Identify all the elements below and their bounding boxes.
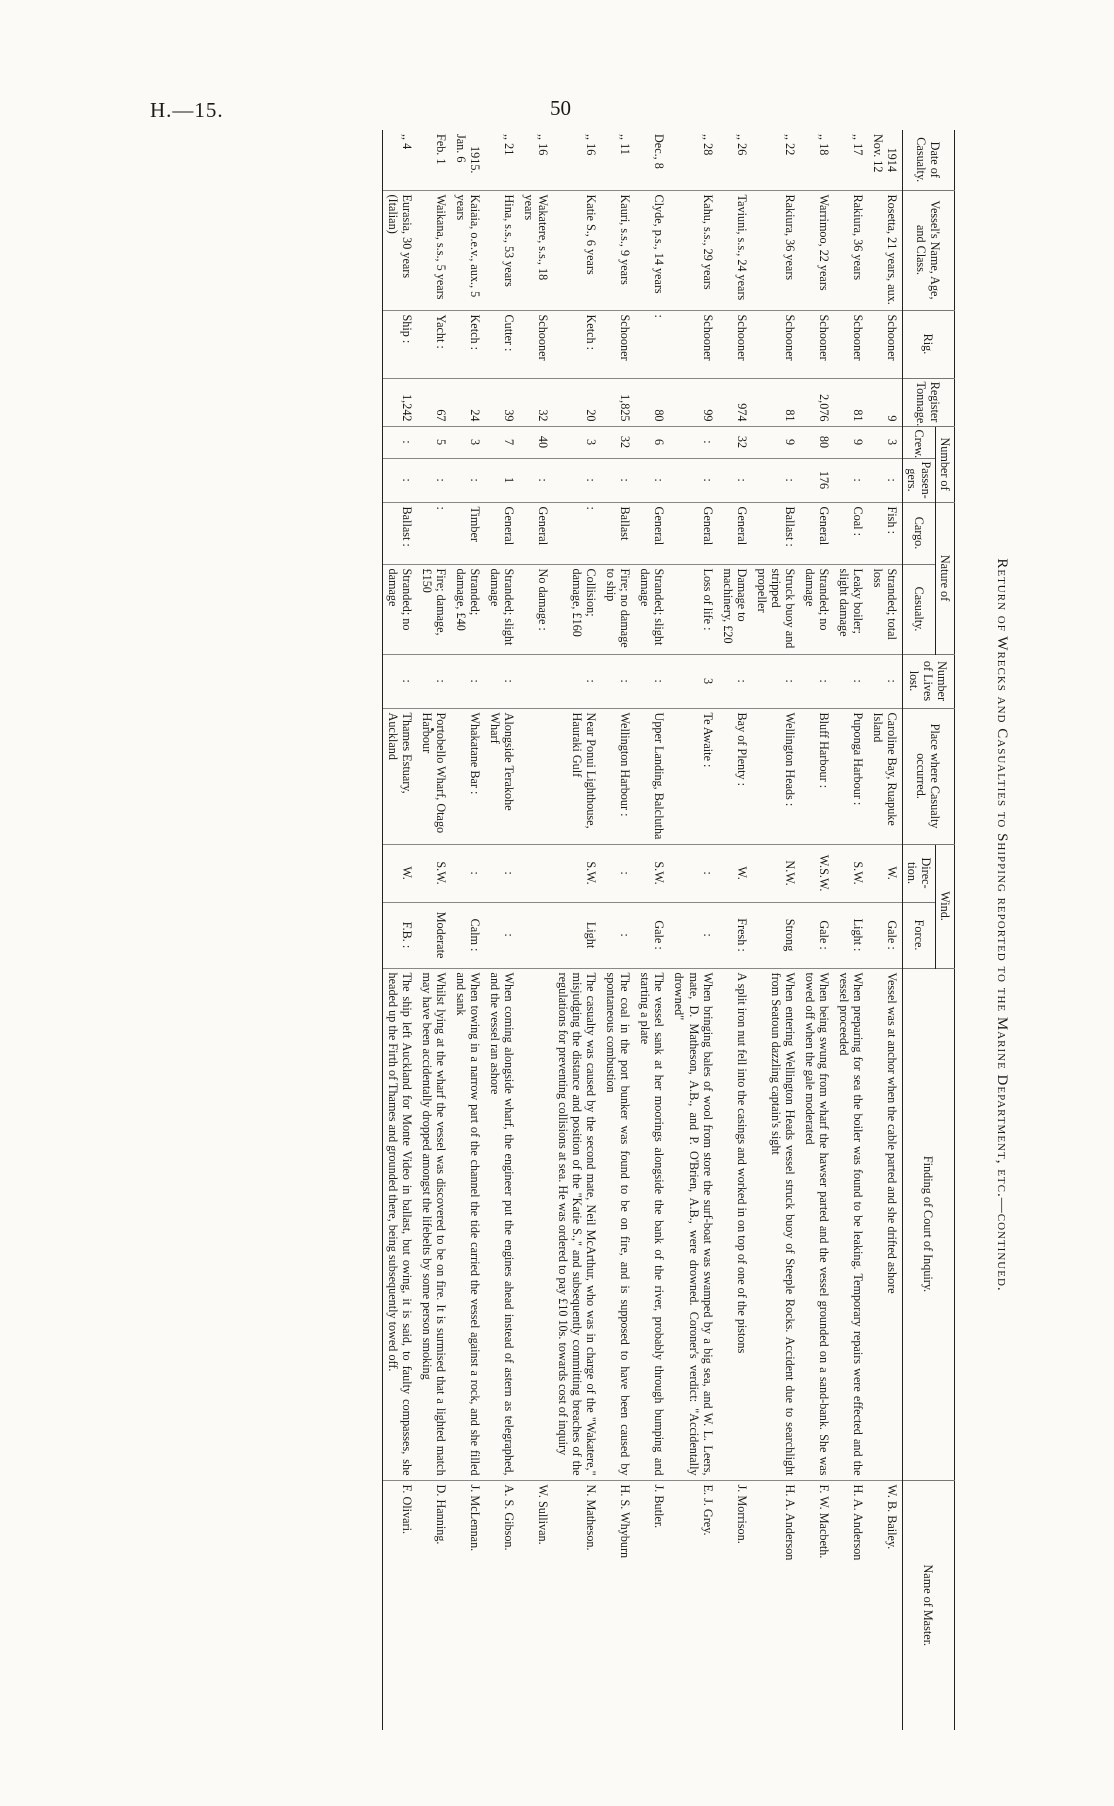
finding-cell [519,968,553,1480]
casualty-cell: Struck buoy and stripped propeller [752,564,800,654]
cargo-cell: General [519,502,553,564]
master-cell: H. A. Anderson [782,1484,797,1561]
crew-cell: 6 [635,426,669,458]
master-cell: J. Morrison. [734,1484,749,1544]
passengers-cell: : [451,458,485,502]
header-cargo: Cargo. [902,502,935,564]
tonnage-cell: 1,825 [601,378,635,426]
header-crew: Crew. [902,426,935,458]
crew-cell: 3 [868,426,903,458]
crew-cell: 32 [718,426,752,458]
table-row [553,130,601,1730]
master-cell: H. S. Whyburn [618,1484,633,1559]
cargo-cell: Timber [451,502,485,564]
passengers-cell: : [834,458,868,502]
date-label: ,, 11 [618,134,633,155]
wind-force-cell: Gale : [635,902,669,968]
header-direction: Direc-tion. [902,844,935,902]
rig-cell: : [635,310,669,378]
wind-force-cell: : [669,902,717,968]
wind-direction-cell: W. [718,844,752,902]
date-label: ,, 21 [502,134,517,156]
date-cell [601,130,635,190]
crew-cell: 3 [553,426,601,458]
date-cell [485,130,519,190]
date-cell [417,130,451,190]
cargo-cell: Fish : [868,502,903,564]
rig-cell: Schooner [601,310,635,378]
header-place: Place where Casualty occurred. [902,708,954,844]
passengers-cell: : [635,458,669,502]
date-label: ,, 28 [700,134,715,156]
master-cell: D. Hanning. [434,1484,449,1545]
header-date: Date of Casualty. [902,130,954,190]
passengers-cell: : [868,458,903,502]
place-cell: Thames Estuary, Auckland [382,708,417,844]
vessel-cell: Wakatere, s.s., 18 years [519,190,553,310]
rig-cell: Ketch : [451,310,485,378]
header-force: Force. [902,902,935,968]
table-row [718,130,752,1730]
wind-force-cell: : [601,902,635,968]
wind-force-cell: Light : [834,902,868,968]
master-cell: F. Olivari. [382,1480,417,1730]
casualty-table-body [382,130,902,1730]
vessel-cell: Rakiura, 36 years [834,190,868,310]
header-master: Name of Master. [902,1480,954,1730]
finding-cell: When bringing bales of wool from store the surf-boat was swamped by a big sea, and W. L. Leers, mate, D. Matheson, A.B., and P. O'Brien, A.B., were drowned. Coroner's verdict: "Accidentally drowned" [669,968,717,1480]
wind-force-cell: Light [553,902,601,968]
table-row [382,130,417,1730]
passengers-cell: : [669,458,717,502]
lives-lost-cell: : [635,654,669,708]
wind-direction-cell: W.S.W. [800,844,834,902]
year-label: 1915. [468,146,483,174]
rig-cell: Cutter : [485,310,519,378]
vessel-cell: Katie S., 6 years [553,190,601,310]
crew-cell: 32 [601,426,635,458]
wind-force-cell: Calm : [451,902,485,968]
crew-cell: 9 [834,426,868,458]
cargo-cell: General [718,502,752,564]
vessel-cell: Hina, s.s., 53 years [485,190,519,310]
place-cell: Near Ponui Lighthouse, Hauraki Gulf [553,708,601,844]
lives-lost-cell: : [382,654,417,708]
place-cell [519,708,553,844]
date-label: Feb. 1 [434,134,449,165]
cargo-cell: General [485,502,519,564]
vessel-cell: Rosetta, 21 years, aux. [868,190,903,310]
finding-cell: The casualty was caused by the second mate, Neil McArthur, who was in charge of the "Wakatere," misjudging the distance and position of the "Katie S.," and subsequently committing breaches of the regulations for preventing collisions at sea. He was ordered to pay £10 10s. towards cost of inquiry [553,968,601,1480]
header-casualty: Casualty. [902,564,935,654]
table-row [800,130,834,1730]
date-cell [635,130,669,190]
wind-direction-cell: S.W. [553,844,601,902]
place-cell: Alongside Terakohe Wharf [485,708,519,844]
rig-cell: Schooner [752,310,800,378]
date-label: ,, 22 [782,134,797,156]
wind-direction-cell: N.W. [752,844,800,902]
tonnage-cell: 32 [519,378,553,426]
place-cell: Bluff Harbour : [800,708,834,844]
header-rig: Rig. [902,310,954,378]
header-finding: Finding of Court of Inquiry. [902,968,954,1480]
cargo-cell: General [800,502,834,564]
place-cell: Caroline Bay, Ruapuke Island [868,708,903,844]
date-cell [752,130,800,190]
tonnage-cell: 67 [417,378,451,426]
cargo-cell: General [635,502,669,564]
wind-force-cell: : [485,902,519,968]
passengers-cell: : [519,458,553,502]
wind-direction-cell: : [669,844,717,902]
wind-direction-cell: W. [868,844,903,902]
year-label: 1914 [884,147,899,172]
master-cell: W. Sullivan. [536,1484,551,1545]
table-row [601,130,635,1730]
rig-cell: Schooner [800,310,834,378]
wind-direction-cell: S.W. [834,844,868,902]
header-wind: Wind. [935,844,954,968]
finding-cell: The ship left Auckland for Monte Video in ballast, but owing, it is said, to faulty compasses, she headed up the Firth of Thames and grounded there, being subsequently towed off. [382,968,417,1480]
table-title: Return of Wrecks and Casualties to Shipping reported to the Marine Department, etc.—continued. [994,558,1010,1292]
casualty-cell: Stranded; no damage [382,564,417,654]
crew-cell: 7 [485,426,519,458]
date-cell [451,130,485,190]
table-row [635,130,669,1730]
tonnage-cell: 24 [451,378,485,426]
wind-direction-cell: S.W. [417,844,451,902]
table-row [669,130,717,1730]
place-cell: Upper Landing, Balclutha [635,708,669,844]
date-label: Jan. 6 [454,134,469,163]
wind-direction-cell: : [485,844,519,902]
lives-lost-cell: : [752,654,800,708]
casualty-cell: Stranded; no damage [800,564,834,654]
date-cell [868,130,903,190]
rig-cell: Schooner [669,310,717,378]
cargo-cell: Ballast : [382,502,417,564]
place-cell: Te Awaite : [669,708,717,844]
wind-force-cell: F.B. : [382,902,417,968]
place-cell: Puponga Harbour : [834,708,868,844]
tonnage-cell: 2,076 [800,378,834,426]
tonnage-cell: 974 [718,378,752,426]
crew-cell: 5 [417,426,451,458]
passengers-cell: : [417,458,451,502]
finding-cell: Vessel was at anchor when the cable parted and she drifted ashore [868,968,903,1480]
master-cell: W. B. Bailey. [884,1484,899,1550]
vessel-cell: Waikana, s.s., 5 years [417,190,451,310]
passengers-cell: : [601,458,635,502]
vessel-cell: Kaiaia, o.e.v., aux., 5 years [451,190,485,310]
master-cell: F. W. Macbeth. [816,1484,831,1559]
casualty-cell: Collision; damage, £160 [553,564,601,654]
table-row [485,130,519,1730]
finding-cell: The vessel sank at her moorings alongside the bank of the river, probably through bumping and starting a plate [635,968,669,1480]
place-cell: Portobello Wharf, Otago Harbour [417,708,451,844]
rig-cell: Schooner [718,310,752,378]
place-cell: Whakatane Bar : [451,708,485,844]
lives-lost-cell: : [485,654,519,708]
date-cell [669,130,717,190]
cargo-cell: : [417,502,451,564]
finding-cell: Whilst lying at the wharf the vessel was discovered to be on fire. It is surmised that a lighted match may have been accidentally dropped amongst the lifebelts by some person smoking [417,968,451,1480]
lives-lost-cell: : [417,654,451,708]
header-passengers: Passen-gers. [902,458,935,502]
date-cell [834,130,868,190]
rig-cell: Schooner [834,310,868,378]
passengers-cell: 1 [485,458,519,502]
finding-cell: When preparing for sea the boiler was found to be leaking. Temporary repairs were effected and the vessel proceeded [834,968,868,1480]
vessel-cell: Kahu, s.s., 29 years [669,190,717,310]
cargo-cell: Ballast : [752,502,800,564]
wind-direction-cell: W. [382,844,417,902]
master-cell: A. S. Gibson. [502,1484,517,1551]
vessel-cell: Eurasia, 30 years (Italian) [382,190,417,310]
wind-force-cell: Gale : [868,902,903,968]
table-row [417,130,451,1730]
date-cell [382,130,417,190]
wind-force-cell: Fresh : [718,902,752,968]
lives-lost-cell: : [601,654,635,708]
casualty-cell: No damage : [519,564,553,654]
rig-cell: Schooner [868,310,903,378]
date-cell [519,130,553,190]
place-cell: Bay of Plenty : [718,708,752,844]
rig-cell: Ketch : [553,310,601,378]
wind-force-cell: Strong [752,902,800,968]
lives-lost-cell: : [800,654,834,708]
finding-cell: The coal in the port bunker was found to be on fire, and is supposed to have been caused by spontaneous combustion [601,968,635,1480]
table-row [834,130,868,1730]
header-number-of: Number of [935,426,954,502]
page-code: H.—15. [150,98,224,122]
tonnage-cell: 1,242 [382,378,417,426]
crew-cell: 3 [451,426,485,458]
vessel-cell: Clyde, p.s., 14 years [635,190,669,310]
date-cell [553,130,601,190]
lives-lost-cell [519,654,553,708]
date-label: ,, 17 [850,134,865,156]
place-cell: Wellington Harbour : [601,708,635,844]
finding-cell: When coming alongside wharf, the engineer put the engines ahead instead of astern as telegraphed, and the vessel ran ashore [485,968,519,1480]
wind-direction-cell: S.W. [635,844,669,902]
vessel-cell: Rakiura, 36 years [752,190,800,310]
passengers-cell: : [752,458,800,502]
wind-direction-cell: : [601,844,635,902]
tonnage-cell: 39 [485,378,519,426]
finding-cell: A split iron nut fell into the casings and worked in on top of one of the pistons [718,968,752,1480]
casualty-cell: Stranded; slight damage [485,564,519,654]
wind-force-cell: Moderate [417,902,451,968]
rotated-table-region [150,100,1010,1750]
cargo-cell: Ballast [601,502,635,564]
wind-direction-cell [519,844,553,902]
lives-lost-cell: : [718,654,752,708]
date-label: ,, 18 [816,134,831,156]
finding-cell: When entering Wellington Heads vessel struck buoy of Steeple Rocks. Accident due to searchlight from Seatoun dazzling captain's sight [752,968,800,1480]
place-cell: Wellington Heads : [752,708,800,844]
casualty-cell: Damage to machinery, £20 [718,564,752,654]
master-cell: N. Matheson. [584,1484,599,1551]
vessel-cell: Kauri, s.s., 9 years [601,190,635,310]
lives-lost-cell: : [553,654,601,708]
table-row [752,130,800,1730]
rig-cell: Schooner [519,310,553,378]
wind-force-cell [519,902,553,968]
rig-cell: Ship : [382,310,417,378]
crew-cell: 80 [800,426,834,458]
header-tonnage: Register Tonnage. [902,378,954,426]
header-nature-of: Nature of [935,502,954,654]
tonnage-cell: 81 [834,378,868,426]
lives-lost-cell: : [868,654,903,708]
master-cell: J. McLennan. [468,1484,483,1552]
passengers-cell: 176 [800,458,834,502]
crew-cell: : [669,426,717,458]
tonnage-cell: 9 [868,378,903,426]
passengers-cell: : [718,458,752,502]
vessel-cell: Warrimoo, 22 years [800,190,834,310]
casualty-cell: Stranded; total loss [868,564,903,654]
casualty-cell: Stranded; damage, £40 [451,564,485,654]
wind-direction-cell: : [451,844,485,902]
tonnage-cell: 20 [553,378,601,426]
date-label: ,, 16 [536,134,551,156]
cargo-cell: Coal : [834,502,868,564]
wind-force-cell: Gale : [800,902,834,968]
casualty-cell: Fire; no damage to ship [601,564,635,654]
date-cell [718,130,752,190]
date-cell [800,130,834,190]
master-cell: E. J. Grey. [700,1484,715,1536]
header-vessel: Vessel's Name, Age, and Class. [902,190,954,310]
lives-lost-cell: : [451,654,485,708]
finding-cell: When towing in a narrow part of the channel the tide carried the vessel against a rock, and she filled and sank [451,968,485,1480]
passengers-cell: : [382,458,417,502]
cargo-cell: General [669,502,717,564]
table-row [868,130,903,1730]
vessel-cell: Taviuni, s.s., 24 years [718,190,752,310]
tonnage-cell: 81 [752,378,800,426]
date-label: Dec., 8 [652,134,667,169]
lives-lost-cell: : [834,654,868,708]
finding-cell: When being swung from wharf the hawser parted and the vessel grounded on a sand-bank. She was towed off when the gale moderated [800,968,834,1480]
date-label: ,, 26 [734,134,749,156]
casualty-cell: Loss of life : [669,564,717,654]
tonnage-cell: 80 [635,378,669,426]
casualty-cell: Leaky boiler; slight damage [834,564,868,654]
lives-lost-cell: 3 [669,654,717,708]
master-cell: J. Butler. [652,1484,667,1529]
tonnage-cell: 99 [669,378,717,426]
master-cell: H. A. Anderson [850,1484,865,1561]
date-label: Nov. 12 [870,134,885,173]
date-label: ,, 4 [400,134,414,150]
date-label: ,, 16 [584,134,599,156]
crew-cell: 40 [519,426,553,458]
passengers-cell: : [553,458,601,502]
cargo-cell: : [553,502,601,564]
crew-cell: : [382,426,417,458]
rig-cell: Yacht : [417,310,451,378]
table-row [451,130,485,1730]
table-row [519,130,553,1730]
header-lives: Number of Lives lost. [902,654,954,708]
page-number: 50 [550,96,571,120]
casualty-table [382,130,955,1730]
casualty-cell: Stranded; slight damage [635,564,669,654]
casualty-cell: Fire; damage, £150 [417,564,451,654]
crew-cell: 9 [752,426,800,458]
